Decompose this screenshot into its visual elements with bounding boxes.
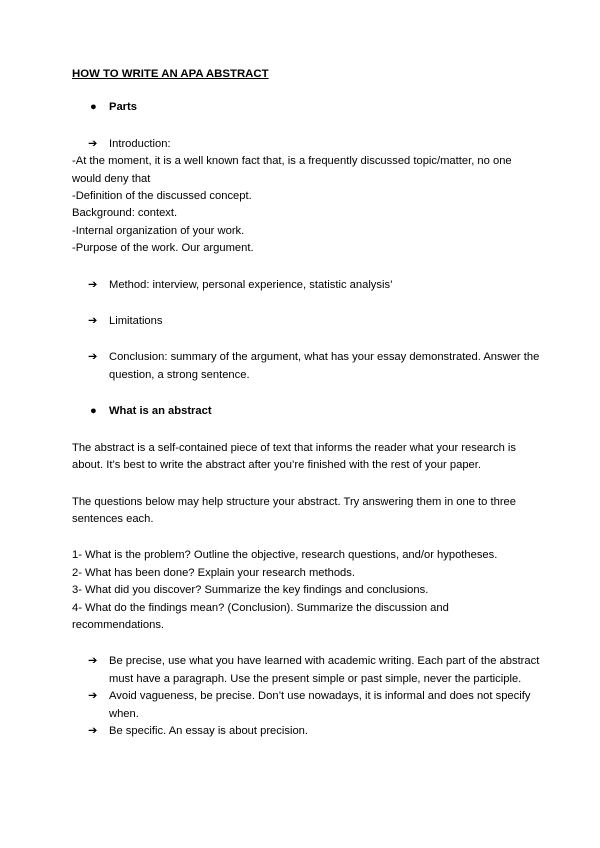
arrow-icon: ➔: [88, 690, 98, 703]
method-text: Method: interview, personal experience, statistic analysis’: [109, 278, 393, 291]
intro-line: -Purpose of the work. Our argument.: [72, 242, 254, 255]
tip-item: [72, 653, 542, 688]
intro-line: Background: context.: [72, 207, 178, 220]
tip-text: Avoid vagueness, be precise. Don’t use nowadays, it is informal and does not specify when.: [109, 690, 531, 720]
introduction-item: [72, 136, 542, 153]
question-line: 4- What do the findings mean? (Conclusion). Summarize the discussion and recommendations.: [72, 601, 449, 631]
tip-text: Be specific. An essay is about precision.: [109, 724, 308, 737]
question-line: 2- What has been done? Explain your research methods.: [72, 566, 355, 579]
tip-item: [72, 723, 542, 740]
bullet-icon: ●: [90, 101, 97, 114]
method-item: [72, 277, 542, 294]
section-heading-abstract-label: What is an abstract: [109, 405, 212, 418]
conclusion-text: Conclusion: summary of the argument, what has your essay demonstrated. Answer the question, a strong sentence.: [109, 351, 540, 381]
intro-line: -Internal organization of your work.: [72, 224, 245, 237]
arrow-icon: ➔: [88, 278, 98, 291]
limitations-item: [72, 313, 542, 330]
section-heading-parts: [72, 99, 542, 116]
arrow-icon: ➔: [88, 724, 98, 737]
abstract-paragraph-1: The abstract is a self-contained piece of text that informs the reader what your research is about. It’s best to write the abstract after you’re finished with the rest of your paper.: [72, 441, 516, 472]
arrow-icon: ➔: [88, 655, 98, 668]
arrow-icon: ➔: [88, 137, 98, 150]
bullet-icon: ●: [90, 405, 97, 418]
limitations-text: Limitations: [109, 315, 163, 328]
document-page: [72, 66, 542, 740]
question-line: 3- What did you discover? Summarize the key findings and conclusions.: [72, 584, 429, 597]
conclusion-item: [72, 349, 542, 384]
section-heading-parts-label: Parts: [109, 101, 137, 114]
arrow-icon: ➔: [88, 351, 98, 364]
intro-line: -At the moment, it is a well known fact that, is a frequently discussed topic/matter, no one would deny that: [72, 155, 512, 185]
page-title: HOW TO WRITE AN APA ABSTRACT: [72, 68, 269, 80]
intro-line: -Definition of the discussed concept.: [72, 190, 252, 203]
abstract-paragraph-2: The questions below may help structure your abstract. Try answering them in one to three sentences each.: [72, 495, 516, 525]
arrow-icon: ➔: [88, 315, 98, 328]
tip-text: Be precise, use what you have learned with academic writing. Each part of the abstract must have a paragraph. Use the present simple or past simple, never the participle.: [109, 655, 540, 685]
section-heading-abstract: [72, 403, 542, 420]
tip-item: [72, 688, 542, 723]
question-line: 1- What is the problem? Outline the objective, research questions, and/or hypotheses.: [72, 549, 498, 562]
introduction-label: Introduction:: [109, 137, 171, 150]
